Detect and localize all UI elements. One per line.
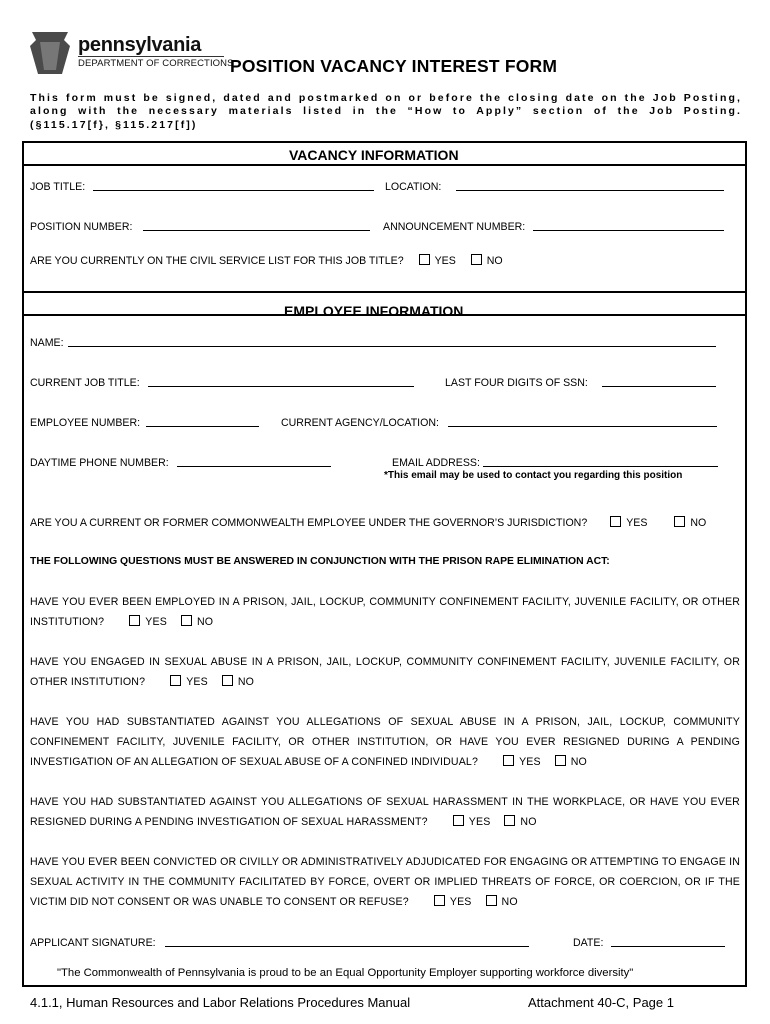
ssn-label: LAST FOUR DIGITS OF SSN: xyxy=(445,377,588,389)
name-label: NAME: xyxy=(30,337,64,349)
prea-q1-no[interactable] xyxy=(181,612,213,632)
prea-question-text: HAVE YOU HAD SUBSTANTIATED AGAINST YOU ALLEGATIONS OF SEXUAL ABUSE IN A PRISON, JAIL, LOCKUP, COMMUNITY CONFINEMENT FACILITY, JUVENILE FACILITY, OR OTHER INSTITUTION, OR HAVE YOU EVER RESIGNED DURING A PENDING INVESTIGATION OF AN ALLEGATION OF SEXUAL ABUSE OF A CONFINED INDIVIDUAL? xyxy=(30,716,740,768)
yes-no-options xyxy=(156,672,254,692)
yes-no-options xyxy=(115,612,213,632)
email-note: *This email may be used to contact you regarding this position xyxy=(384,470,683,481)
prea-q4-no[interactable] xyxy=(504,812,536,832)
yes-label: YES xyxy=(449,896,472,908)
yes-label: YES xyxy=(468,816,491,828)
yes-label: YES xyxy=(186,676,208,688)
signature-field[interactable] xyxy=(165,946,529,947)
date-label: DATE: xyxy=(573,937,604,949)
date-field[interactable] xyxy=(611,946,725,947)
yes-no-options xyxy=(489,752,587,772)
prea-question-text: HAVE YOU ENGAGED IN SEXUAL ABUSE IN A PRISON, JAIL, LOCKUP, COMMUNITY CONFINEMENT FACILITY, JUVENILE FACILITY, OR OTHER INSTITUTION? xyxy=(30,656,740,688)
name-field[interactable] xyxy=(68,346,716,347)
position-number-field[interactable] xyxy=(143,230,370,231)
eeo-statement: "The Commonwealth of Pennsylvania is proud to be an Equal Opportunity Employer supporting workforce diversity" xyxy=(57,967,634,979)
commonwealth-label: ARE YOU A CURRENT OR FORMER COMMONWEALTH EMPLOYEE UNDER THE GOVERNOR’S JURISDICTION? xyxy=(30,517,588,529)
checkbox[interactable] xyxy=(610,516,621,527)
yes-no-options xyxy=(439,812,537,832)
no-label: NO xyxy=(501,896,518,908)
prea-question-4 xyxy=(30,792,740,832)
yes-no-options xyxy=(420,892,518,912)
yes-label: YES xyxy=(626,517,648,529)
email-label: EMAIL ADDRESS: xyxy=(392,457,480,469)
checkbox[interactable] xyxy=(503,755,514,766)
prea-q5-no[interactable] xyxy=(486,892,518,912)
prea-question-text: HAVE YOU HAD SUBSTANTIATED AGAINST YOU ALLEGATIONS OF SEXUAL HARASSMENT IN THE WORKPLACE, OR HAVE YOU EVER RESIGNED DURING A PENDING INVESTIGATION OF SEXUAL HARASSMENT? xyxy=(30,796,740,828)
yes-label: YES xyxy=(434,255,456,267)
commonwealth-question xyxy=(30,516,706,529)
prea-question-text: HAVE YOU EVER BEEN CONVICTED OR CIVILLY OR ADMINISTRATIVELY ADJUDICATED FOR ENGAGING OR ATTEMPTING TO ENGAGE IN SEXUAL ACTIVITY IN THE COMMUNITY FACILITATED BY FORCE, OVERT OR IMPLIED THREATS OF FORCE, OR COERCION, OR IF THE VICTIM DID NOT CONSENT OR WAS UNABLE TO CONSENT OR REFUSE? xyxy=(30,856,740,908)
civil-service-no[interactable] xyxy=(471,254,503,267)
commonwealth-no[interactable] xyxy=(674,516,706,529)
prea-q2-yes[interactable] xyxy=(170,672,208,692)
employee-number-field[interactable] xyxy=(146,426,259,427)
civil-service-label: ARE YOU CURRENTLY ON THE CIVIL SERVICE LIST FOR THIS JOB TITLE? xyxy=(30,255,404,267)
no-label: NO xyxy=(237,676,255,688)
employee-top-rule xyxy=(24,291,745,293)
prea-question-3 xyxy=(30,712,740,772)
announcement-number-label: ANNOUNCEMENT NUMBER: xyxy=(383,221,526,233)
employee-heading: EMPLOYEE INFORMATION xyxy=(284,303,464,319)
no-label: NO xyxy=(520,816,537,828)
footer-attachment: Attachment 40-C, Page 1 xyxy=(528,995,674,1010)
civil-service-question xyxy=(30,254,503,267)
prea-q2-no[interactable] xyxy=(222,672,254,692)
job-title-field[interactable] xyxy=(93,190,374,191)
checkbox[interactable] xyxy=(471,254,482,265)
civil-service-yes[interactable] xyxy=(419,254,456,267)
checkbox[interactable] xyxy=(170,675,181,686)
keystone-icon xyxy=(28,30,72,76)
logo-department: DEPARTMENT OF CORRECTIONS xyxy=(78,58,234,69)
checkbox[interactable] xyxy=(555,755,566,766)
yes-label: YES xyxy=(519,756,541,768)
location-field[interactable] xyxy=(456,190,724,191)
current-job-title-label: CURRENT JOB TITLE: xyxy=(30,377,140,389)
logo-divider xyxy=(78,56,224,57)
checkbox[interactable] xyxy=(129,615,140,626)
checkbox[interactable] xyxy=(181,615,192,626)
prea-question-2 xyxy=(30,652,740,692)
prea-question-1 xyxy=(30,592,740,632)
prea-q5-yes[interactable] xyxy=(434,892,472,912)
daytime-phone-field[interactable] xyxy=(177,466,331,467)
position-number-label: POSITION NUMBER: xyxy=(30,221,133,233)
prea-heading: THE FOLLOWING QUESTIONS MUST BE ANSWERED IN CONJUNCTION WITH THE PRISON RAPE ELIMINATION ACT: xyxy=(30,556,610,567)
no-label: NO xyxy=(196,616,214,628)
pa-doc-logo xyxy=(28,30,234,78)
logo-name: pennsylvania xyxy=(78,34,202,56)
email-field[interactable] xyxy=(483,466,718,467)
agency-location-field[interactable] xyxy=(448,426,717,427)
prea-q3-no[interactable] xyxy=(555,752,587,772)
yes-label: YES xyxy=(145,616,167,628)
location-label: LOCATION: xyxy=(385,181,442,193)
checkbox[interactable] xyxy=(453,815,464,826)
intro-text: This form must be signed, dated and postmarked on or before the closing date on the Job Posting, along with the necessary materials listed in the “How to Apply” section of the Job Posting. (§115.17[f}, §115.217[f]) xyxy=(30,92,742,131)
daytime-phone-label: DAYTIME PHONE NUMBER: xyxy=(30,457,169,469)
prea-question-5 xyxy=(30,852,740,912)
no-label: NO xyxy=(486,255,503,267)
signature-label: APPLICANT SIGNATURE: xyxy=(30,937,156,949)
prea-q3-yes[interactable] xyxy=(503,752,541,772)
footer-manual: 4.1.1, Human Resources and Labor Relations Procedures Manual xyxy=(30,995,411,1010)
employee-heading-rule xyxy=(24,314,745,316)
no-label: NO xyxy=(690,517,707,529)
commonwealth-yes[interactable] xyxy=(610,516,647,529)
ssn-field[interactable] xyxy=(602,386,716,387)
no-label: NO xyxy=(570,756,587,768)
form-title: POSITION VACANCY INTEREST FORM xyxy=(230,56,558,76)
announcement-number-field[interactable] xyxy=(533,230,724,231)
prea-q4-yes[interactable] xyxy=(453,812,491,832)
checkbox[interactable] xyxy=(486,895,497,906)
prea-question-text: HAVE YOU EVER BEEN EMPLOYED IN A PRISON, JAIL, LOCKUP, COMMUNITY CONFINEMENT FACILITY, JUVENILE FACILITY, OR OTHER INSTITUTION? xyxy=(30,596,740,628)
employee-number-label: EMPLOYEE NUMBER: xyxy=(30,417,141,429)
prea-q1-yes[interactable] xyxy=(129,612,167,632)
vacancy-heading: VACANCY INFORMATION xyxy=(289,147,459,163)
vacancy-heading-rule xyxy=(24,164,745,166)
agency-location-label: CURRENT AGENCY/LOCATION: xyxy=(281,417,439,429)
checkbox[interactable] xyxy=(674,516,685,527)
checkbox[interactable] xyxy=(222,675,233,686)
checkbox[interactable] xyxy=(434,895,445,906)
checkbox[interactable] xyxy=(504,815,515,826)
current-job-title-field[interactable] xyxy=(148,386,414,387)
job-title-label: JOB TITLE: xyxy=(30,181,86,193)
checkbox[interactable] xyxy=(419,254,430,265)
